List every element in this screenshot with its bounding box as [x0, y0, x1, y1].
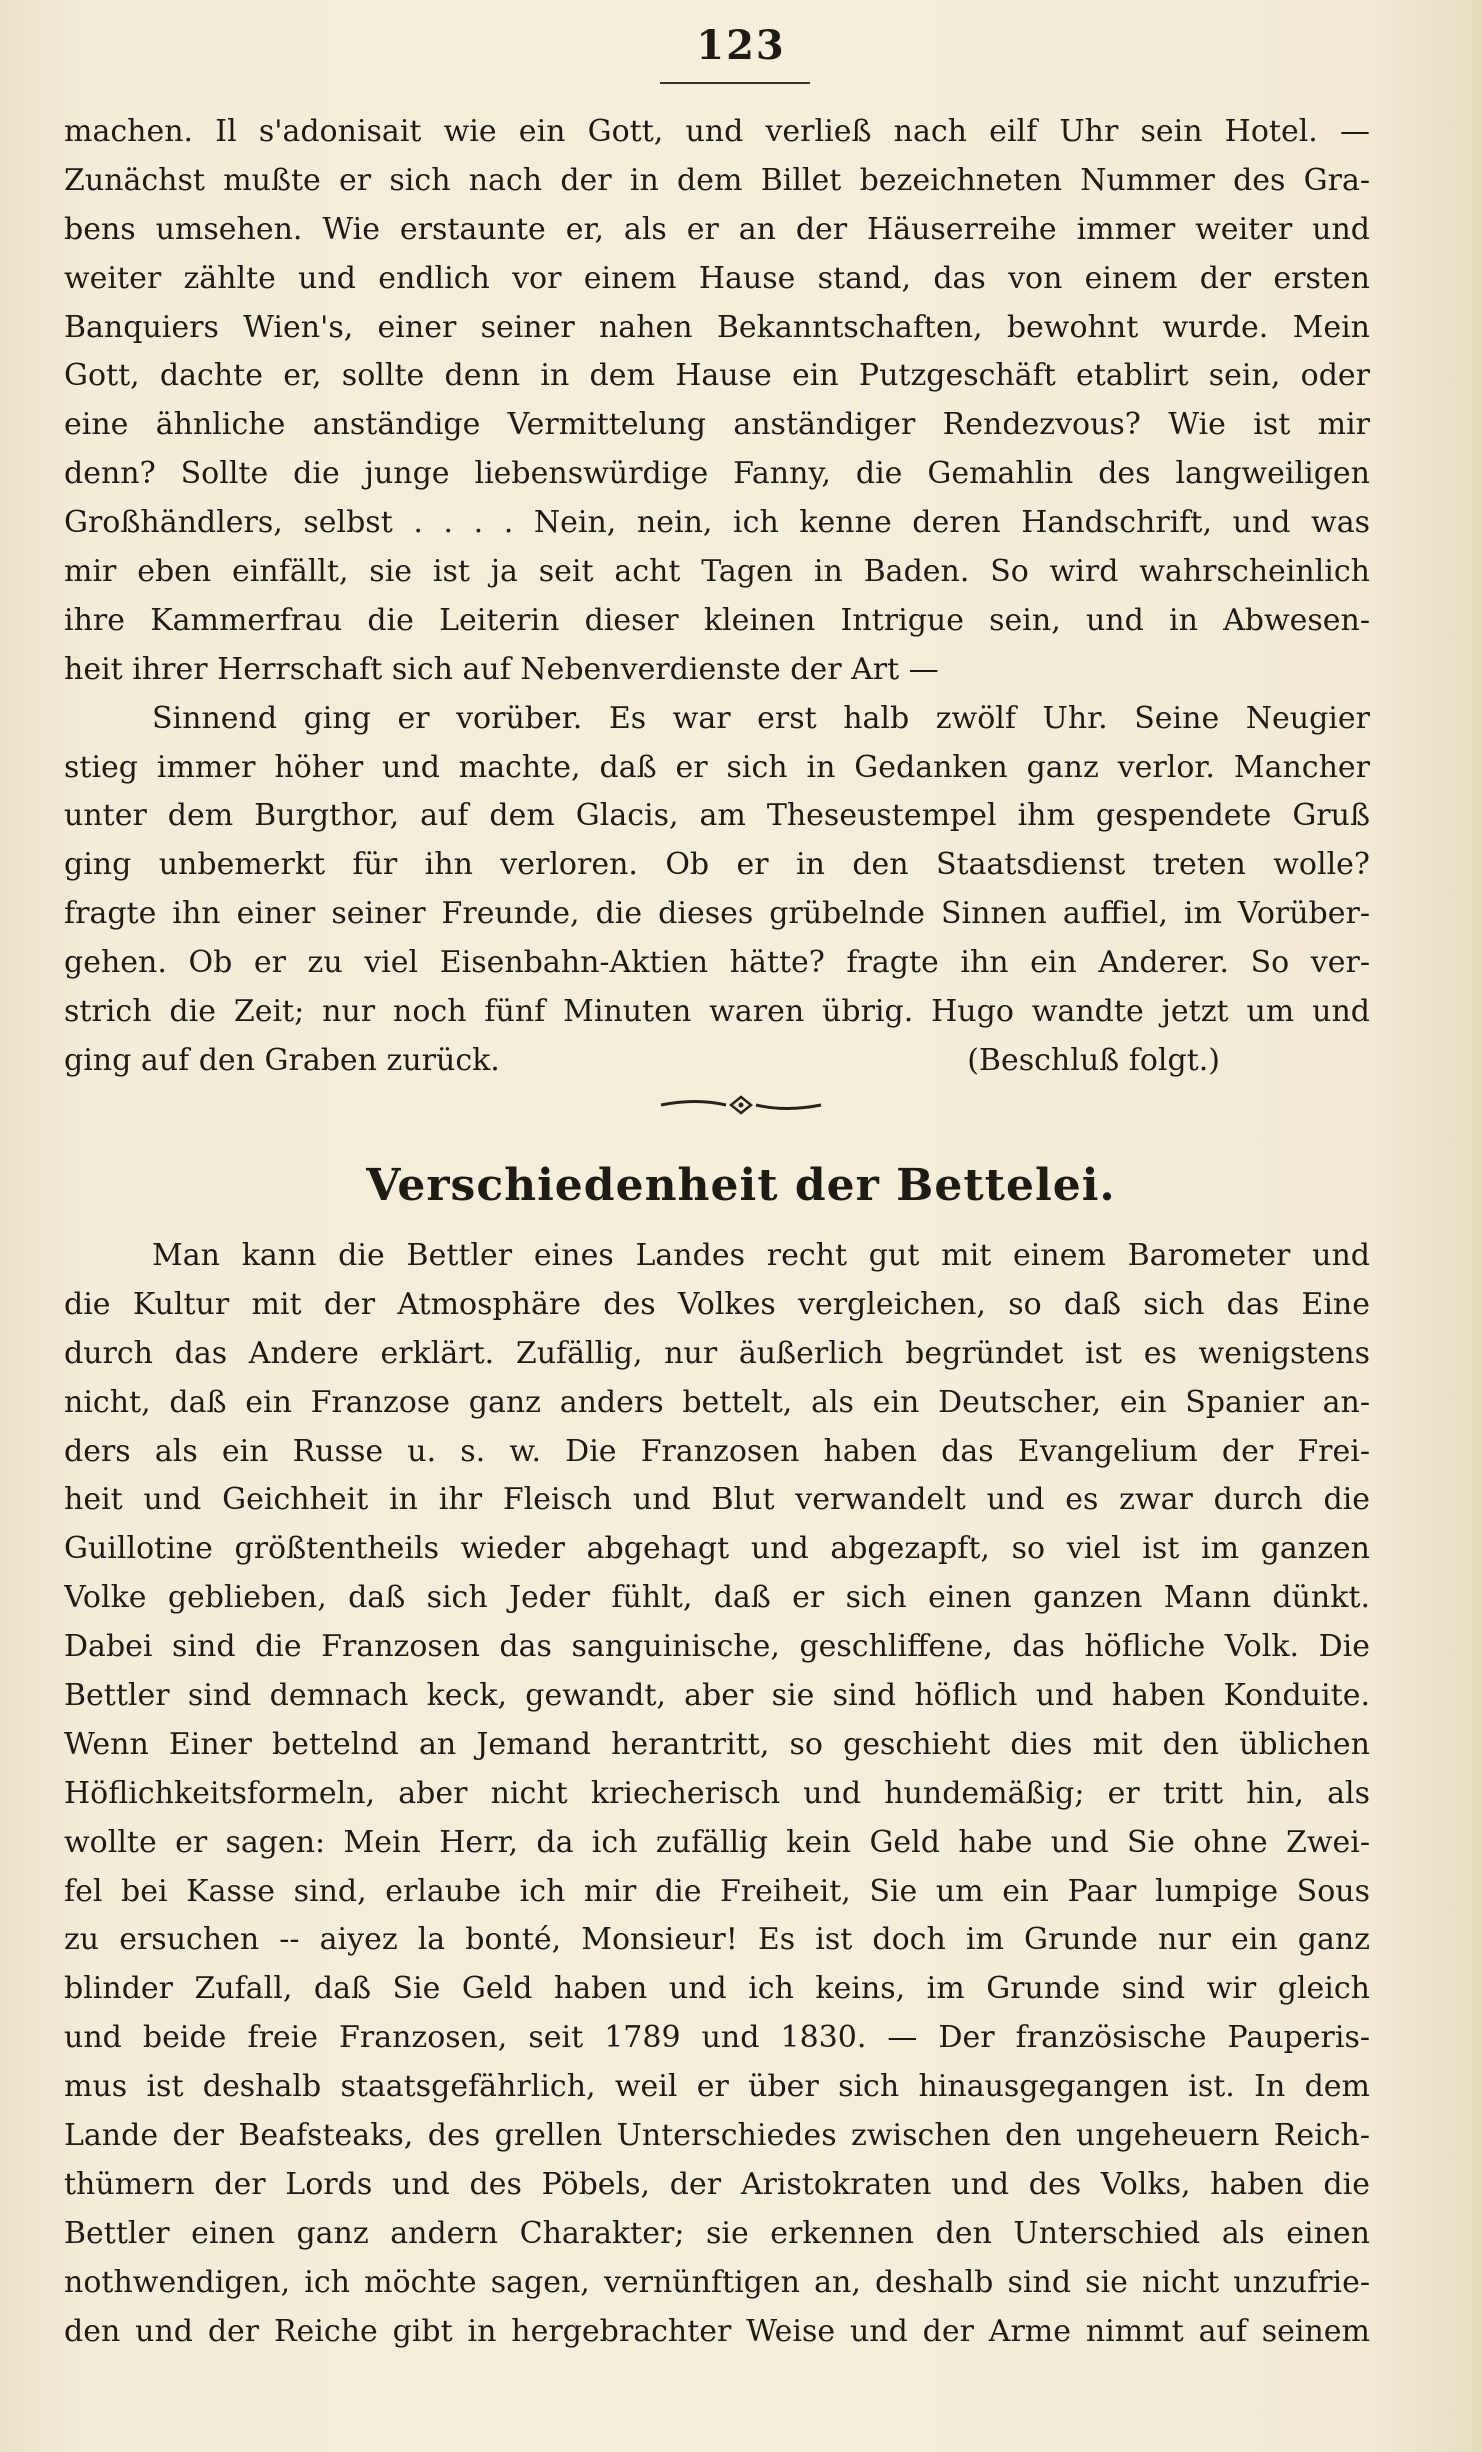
header-rule [660, 82, 810, 84]
text-line: mir eben einfällt, sie ist ja seit acht Tagen in Baden. So wird wahrscheinlich [64, 554, 1370, 590]
text-line: die Kultur mit der Atmosphäre des Volkes vergleichen, so daß sich das Eine [64, 1286, 1370, 1322]
text-line: wollte er sagen: Mein Herr, da ich zufällig kein Geld habe und Sie ohne Zwei- [64, 1824, 1370, 1860]
text-line: Dabei sind die Franzosen das sanguinische, geschliffene, das höfliche Volk. Die [64, 1629, 1370, 1665]
text-line: eine ähnliche anständige Vermittelung anständiger Rendezvous? Wie ist mir [64, 407, 1370, 443]
text-line: Gott, dachte er, sollte denn in dem Hause ein Putzgeschäft etablirt sein, oder [64, 358, 1370, 394]
closing-line [64, 1037, 1370, 1086]
text-line: fragte ihn einer seiner Freunde, die dieses grübelnde Sinnen auffiel, im Vorüber- [64, 896, 1370, 932]
text-line: zu ersuchen -- aiyez la bonté, Monsieur! Es ist doch im Grunde nur ein ganz [64, 1922, 1370, 1958]
text-line: machen. Il s'adonisait wie ein Gott, und verließ nach eilf Uhr sein Hotel. — [64, 114, 1370, 149]
text-line: Großhändlers, selbst . . . . Nein, nein, ich kenne deren Handschrift, und was [64, 505, 1370, 541]
text-line: thümern der Lords und des Pöbels, der Aristokraten und des Volks, haben die [64, 2166, 1370, 2202]
text-line: durch das Andere erklärt. Zufällig, nur äußerlich begründet ist es wenigstens [64, 1335, 1370, 1371]
text-line: stieg immer höher und machte, daß er sich in Gedanken ganz verlor. Mancher [64, 749, 1370, 785]
text-line: Volke geblieben, daß sich Jeder fühlt, daß er sich einen ganzen Mann dünkt. [64, 1580, 1370, 1616]
text-line: mus ist deshalb staatsgefährlich, weil er über sich hinausgegangen ist. In dem [64, 2069, 1370, 2105]
closing-text: ging auf den Graben zurück. [64, 1042, 500, 1078]
text-line: weiter zählte und endlich vor einem Hause stand, das von einem der ersten [64, 260, 1370, 296]
text-line: heit und Geichheit in ihr Fleisch und Blut verwandelt und es zwar durch die [64, 1482, 1370, 1518]
text-line: Bettler einen ganz andern Charakter; sie erkennen den Unterschied als einen [64, 2215, 1370, 2251]
text-line: heit ihrer Herrschaft sich auf Nebenverdienste der Art — [64, 651, 939, 687]
text-line: denn? Sollte die junge liebenswürdige Fanny, die Gemahlin des langweiligen [64, 456, 1370, 492]
text-line: ders als ein Russe u. s. w. Die Franzosen haben das Evangelium der Frei- [64, 1433, 1370, 1469]
article-body [64, 1232, 1370, 2356]
text-line: fel bei Kasse sind, erlaube ich mir die Freiheit, Sie um ein Paar lumpige Sous [64, 1873, 1370, 1909]
text-line: ging unbemerkt für ihn verloren. Ob er in den Staatsdienst treten wolle? [64, 847, 1370, 883]
text-line: Bettler sind demnach keck, gewandt, aber sie sind höflich und haben Konduite. [64, 1678, 1370, 1714]
section-title: Verschiedenheit der Bettelei. [366, 1160, 1116, 1211]
text-line: Guillotine größtentheils wieder abgehagt und abgezapft, so viel ist im ganzen [64, 1531, 1370, 1567]
text-line: Wenn Einer bettelnd an Jemand herantritt, so geschieht dies mit den üblichen [64, 1726, 1370, 1762]
text-line: gehen. Ob er zu viel Eisenbahn-Aktien hätte? fragte ihn ein Anderer. So ver- [64, 945, 1370, 981]
continued-note: (Beschluß folgt.) [967, 1042, 1220, 1078]
text-line: unter dem Burgthor, auf dem Glacis, am Theseustempel ihm gespendete Gruß [64, 798, 1370, 834]
text-line: den und der Reiche gibt in hergebrachter Weise und der Arme nimmt auf seinem [64, 2313, 1370, 2349]
section-divider-ornament [0, 1090, 1482, 1124]
text-line: bens umsehen. Wie erstaunte er, als er an der Häuserreihe immer weiter und [64, 211, 1370, 247]
paragraph-start: Sinnend ging er vorüber. Es war erst halb zwölf Uhr. Seine Neugier [152, 700, 1370, 736]
story-continuation [64, 108, 1370, 1086]
text-line: und beide freie Franzosen, seit 1789 und 1830. — Der französische Pauperis- [64, 2020, 1370, 2056]
text-line: ihre Kammerfrau die Leiterin dieser kleinen Intrigue sein, und in Abwesen- [64, 602, 1370, 638]
text-line: nothwendigen, ich möchte sagen, vernünftigen an, deshalb sind sie nicht unzufrie- [64, 2264, 1370, 2300]
text-line: strich die Zeit; nur noch fünf Minuten waren übrig. Hugo wandte jetzt um und [64, 994, 1370, 1030]
text-line: Banquiers Wien's, einer seiner nahen Bekanntschaften, bewohnt wurde. Mein [64, 309, 1370, 345]
text-line: Höflichkeitsformeln, aber nicht kriecherisch und hundemäßig; er tritt hin, als [64, 1775, 1370, 1811]
text-line: Lande der Beafsteaks, des grellen Unterschiedes zwischen den ungeheuern Reich- [64, 2118, 1370, 2154]
text-line: blinder Zufall, daß Sie Geld haben und ich keins, im Grunde sind wir gleich [64, 1971, 1370, 2007]
text-line: Zunächst mußte er sich nach der in dem Billet bezeichneten Nummer des Gra- [64, 162, 1370, 198]
paragraph-start: Man kann die Bettler eines Landes recht gut mit einem Barometer und [152, 1238, 1370, 1273]
text-line: nicht, daß ein Franzose ganz anders bettelt, als ein Deutscher, ein Spanier an- [64, 1384, 1370, 1420]
page-number: 123 [696, 22, 786, 69]
